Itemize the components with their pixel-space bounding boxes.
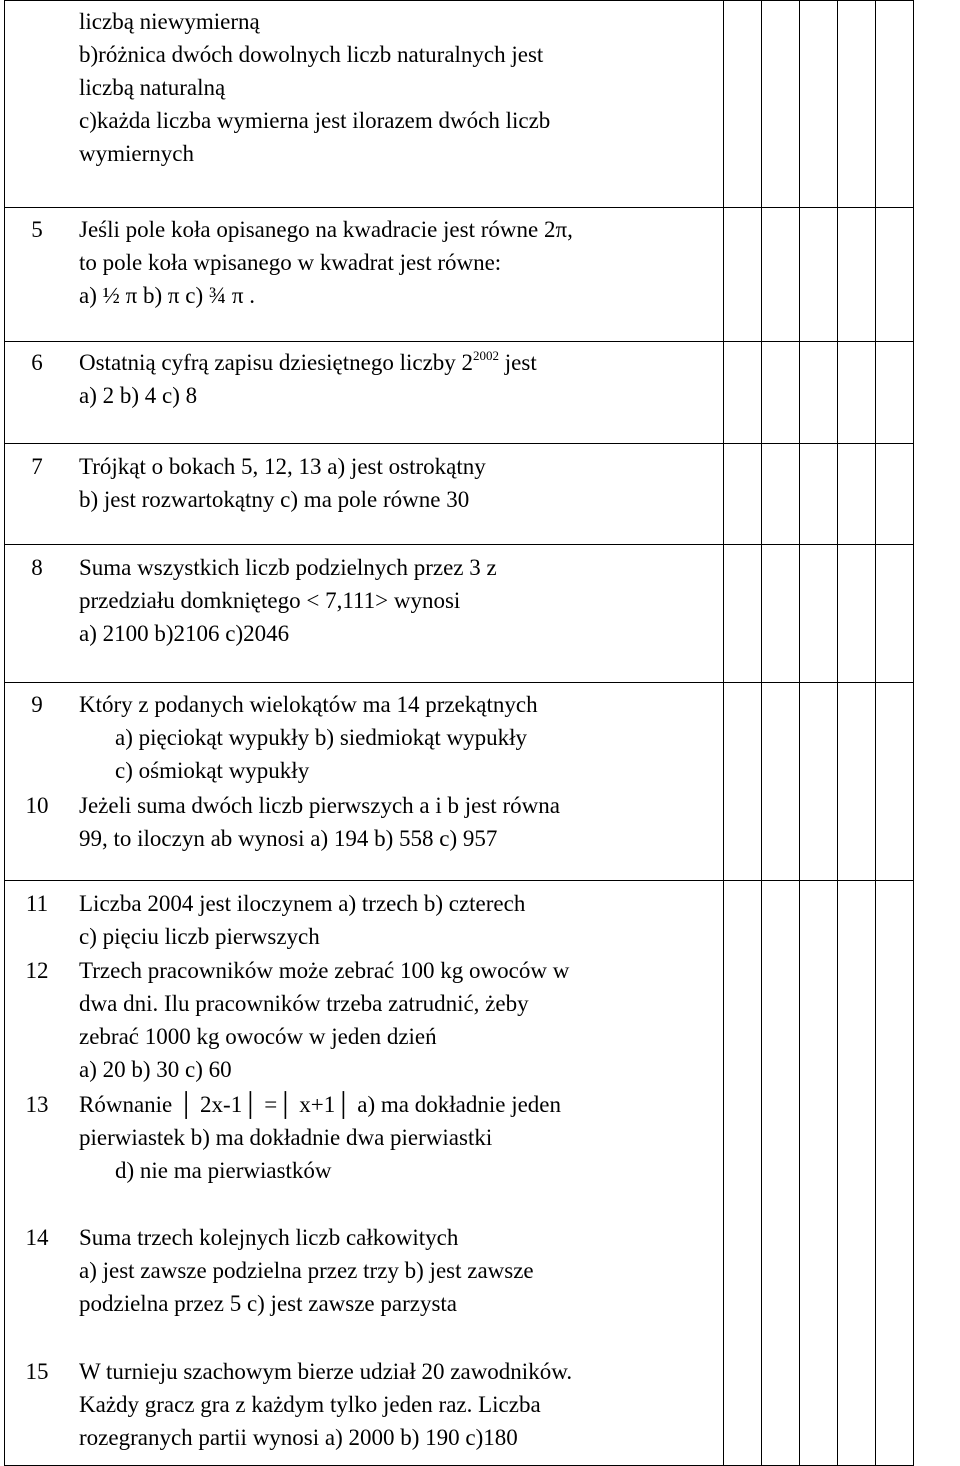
question-line-text: a) 20 b) 30 c) 60 xyxy=(79,1057,232,1082)
question-line xyxy=(79,1421,518,1454)
question-line xyxy=(115,1154,332,1187)
question-line-text: Liczba 2004 jest iloczynem a) trzech b) czterech xyxy=(79,891,526,916)
question-number: 13 xyxy=(25,1092,49,1117)
question-line xyxy=(79,483,469,516)
question-line-text: wymiernych xyxy=(79,141,194,166)
question-line xyxy=(79,789,560,822)
question-line xyxy=(79,1388,541,1421)
question-line xyxy=(79,551,497,584)
answer-cell-d[interactable] xyxy=(838,208,876,342)
answer-cell-c[interactable] xyxy=(800,1,838,208)
question-line-text: b)różnica dwóch dowolnych liczb naturalnych jest xyxy=(79,42,544,67)
question-line-text: Trzech pracowników może zebrać 100 kg owoców w xyxy=(79,958,570,983)
question-row xyxy=(5,545,914,683)
question-number: 5 xyxy=(31,217,43,242)
question-line-text: Jeżeli suma dwóch liczb pierwszych a i b jest równa xyxy=(79,793,560,818)
question-number: 14 xyxy=(25,1225,49,1250)
answer-cell-e[interactable] xyxy=(876,545,914,683)
answer-cell-d[interactable] xyxy=(838,1,876,208)
question-line xyxy=(79,1287,457,1320)
question-line-text: c) pięciu liczb pierwszych xyxy=(79,924,320,949)
question-number: 9 xyxy=(31,692,43,717)
question-line xyxy=(79,584,460,617)
question-line-text: Suma trzech kolejnych liczb całkowitych xyxy=(79,1225,459,1250)
question-line-text: rozegranych partii wynosi a) 2000 b) 190 c)180 xyxy=(79,1425,518,1450)
question-line-text: W turnieju szachowym bierze udział 20 zawodników. xyxy=(79,1359,573,1384)
quiz-table xyxy=(4,0,914,1466)
answer-cell-d[interactable] xyxy=(838,444,876,545)
exponent: 2002 xyxy=(473,348,500,363)
question-line xyxy=(79,450,486,483)
answer-cell-e[interactable] xyxy=(876,342,914,444)
question-number: 8 xyxy=(31,555,43,580)
question-row xyxy=(5,208,914,342)
question-line xyxy=(115,721,527,754)
question-line-text: to pole koła wpisanego w kwadrat jest równe: xyxy=(79,250,502,275)
question-line-text: c) ośmiokąt wypukły xyxy=(115,758,310,783)
question-line-text: Który z podanych wielokątów ma 14 przekątnych xyxy=(79,692,538,717)
question-number-cell xyxy=(5,208,70,342)
question-number: 11 xyxy=(25,891,49,916)
question-row xyxy=(5,881,914,1466)
question-text-cell xyxy=(69,545,724,683)
question-number-cell xyxy=(5,1,70,208)
question-text-cell xyxy=(69,881,724,1466)
answer-cell-e[interactable] xyxy=(876,683,914,881)
question-line-text: zebrać 1000 kg owoców w jeden dzień xyxy=(79,1024,437,1049)
question-line xyxy=(79,379,197,412)
question-line xyxy=(79,1121,492,1154)
question-line xyxy=(79,104,550,137)
question-line-text: jest xyxy=(499,350,537,375)
answer-cell-a[interactable] xyxy=(724,683,762,881)
question-line-text: przedziału domkniętego < 7,111> wynosi xyxy=(79,588,461,613)
answer-cell-d[interactable] xyxy=(838,545,876,683)
question-line-text: a) 2100 b)2106 c)2046 xyxy=(79,621,290,646)
question-line-text: liczbą naturalną xyxy=(79,75,226,100)
question-line-text: Ostatnią cyfrą zapisu dziesiętnego liczby 2 xyxy=(79,350,474,375)
question-line-text: d) nie ma pierwiastków xyxy=(115,1158,332,1183)
answer-cell-d[interactable] xyxy=(838,342,876,444)
question-line-text: dwa dni. Ilu pracowników trzeba zatrudnić, żeby xyxy=(79,991,529,1016)
question-number: 7 xyxy=(31,454,43,479)
question-line-text: a) 2 b) 4 c) 8 xyxy=(79,383,198,408)
question-line xyxy=(79,5,260,38)
question-line xyxy=(79,1020,437,1053)
answer-cell-c[interactable] xyxy=(800,881,838,1466)
question-line-text: Suma wszystkich liczb podzielnych przez 3 z xyxy=(79,555,497,580)
question-row xyxy=(5,683,914,881)
question-line xyxy=(79,1254,534,1287)
question-line xyxy=(79,213,573,246)
answer-cell-b[interactable] xyxy=(762,545,800,683)
question-line xyxy=(79,920,320,953)
question-line xyxy=(79,1355,572,1388)
question-number: 10 xyxy=(25,793,49,818)
question-line xyxy=(79,279,255,312)
question-text-cell xyxy=(69,444,724,545)
question-number-cell xyxy=(5,683,70,881)
answer-cell-e[interactable] xyxy=(876,208,914,342)
answer-cell-b[interactable] xyxy=(762,444,800,545)
question-line-text: Równanie │ 2x-1│ =│ x+1│ a) ma dokładnie jeden xyxy=(79,1092,562,1117)
answer-cell-a[interactable] xyxy=(724,1,762,208)
question-line-text: a) jest zawsze podzielna przez trzy b) jest zawsze xyxy=(79,1258,534,1283)
answer-cell-e[interactable] xyxy=(876,1,914,208)
question-line xyxy=(115,754,309,787)
question-line xyxy=(79,987,529,1020)
answer-cell-c[interactable] xyxy=(800,683,838,881)
question-line xyxy=(79,1221,458,1254)
question-text-cell xyxy=(69,1,724,208)
question-number: 12 xyxy=(25,958,49,983)
question-line-text: Każdy gracz gra z każdym tylko jeden raz. Liczba xyxy=(79,1392,541,1417)
question-line-text: a) ½ π b) π c) ¾ π . xyxy=(79,283,255,308)
answer-cell-b[interactable] xyxy=(762,342,800,444)
question-text-cell xyxy=(69,342,724,444)
question-number-cell xyxy=(5,881,70,1466)
question-text-cell xyxy=(69,208,724,342)
answer-cell-c[interactable] xyxy=(800,208,838,342)
answer-cell-d[interactable] xyxy=(838,881,876,1466)
question-row xyxy=(5,342,914,444)
answer-cell-a[interactable] xyxy=(724,444,762,545)
answer-cell-b[interactable] xyxy=(762,1,800,208)
answer-cell-c[interactable] xyxy=(800,444,838,545)
answer-cell-a[interactable] xyxy=(724,208,762,342)
answer-cell-d[interactable] xyxy=(838,683,876,881)
answer-cell-c[interactable] xyxy=(800,545,838,683)
question-line xyxy=(79,1088,561,1121)
question-line xyxy=(79,887,525,920)
question-line xyxy=(79,1053,232,1086)
question-line-text: Jeśli pole koła opisanego na kwadracie jest równe 2π, xyxy=(79,217,573,242)
question-line-text: podzielna przez 5 c) jest zawsze parzysta xyxy=(79,1291,458,1316)
question-line xyxy=(79,38,543,71)
question-line xyxy=(79,822,497,855)
question-line-text: b) jest rozwartokątny c) ma pole równe 30 xyxy=(79,487,470,512)
question-row xyxy=(5,1,914,208)
answer-cell-a[interactable] xyxy=(724,342,762,444)
answer-cell-a[interactable] xyxy=(724,545,762,683)
question-line-text: c)każda liczba wymierna jest ilorazem dwóch liczb xyxy=(79,108,551,133)
question-line xyxy=(79,346,537,379)
question-line-text: Trójkąt o bokach 5, 12, 13 a) jest ostrokątny xyxy=(79,454,486,479)
question-row xyxy=(5,444,914,545)
answer-cell-c[interactable] xyxy=(800,342,838,444)
question-line xyxy=(79,688,538,721)
question-number-cell xyxy=(5,444,70,545)
answer-cell-b[interactable] xyxy=(762,208,800,342)
answer-cell-e[interactable] xyxy=(876,881,914,1466)
answer-cell-e[interactable] xyxy=(876,444,914,545)
question-text-cell xyxy=(69,683,724,881)
question-line-text: liczbą niewymierną xyxy=(79,9,260,34)
answer-cell-b[interactable] xyxy=(762,683,800,881)
answer-cell-a[interactable] xyxy=(724,881,762,1466)
question-number: 6 xyxy=(31,350,43,375)
question-number-cell xyxy=(5,342,70,444)
question-line xyxy=(79,71,225,104)
question-line xyxy=(79,137,194,170)
question-line-text: a) pięciokąt wypukły b) siedmiokąt wypukły xyxy=(115,725,528,750)
question-line xyxy=(79,954,569,987)
question-number: 15 xyxy=(25,1359,49,1384)
question-line xyxy=(79,246,501,279)
answer-cell-b[interactable] xyxy=(762,881,800,1466)
question-number-cell xyxy=(5,545,70,683)
question-line-text: 99, to iloczyn ab wynosi a) 194 b) 558 c) 957 xyxy=(79,826,498,851)
question-line xyxy=(79,617,289,650)
question-line-text: pierwiastek b) ma dokładnie dwa pierwiastki xyxy=(79,1125,493,1150)
